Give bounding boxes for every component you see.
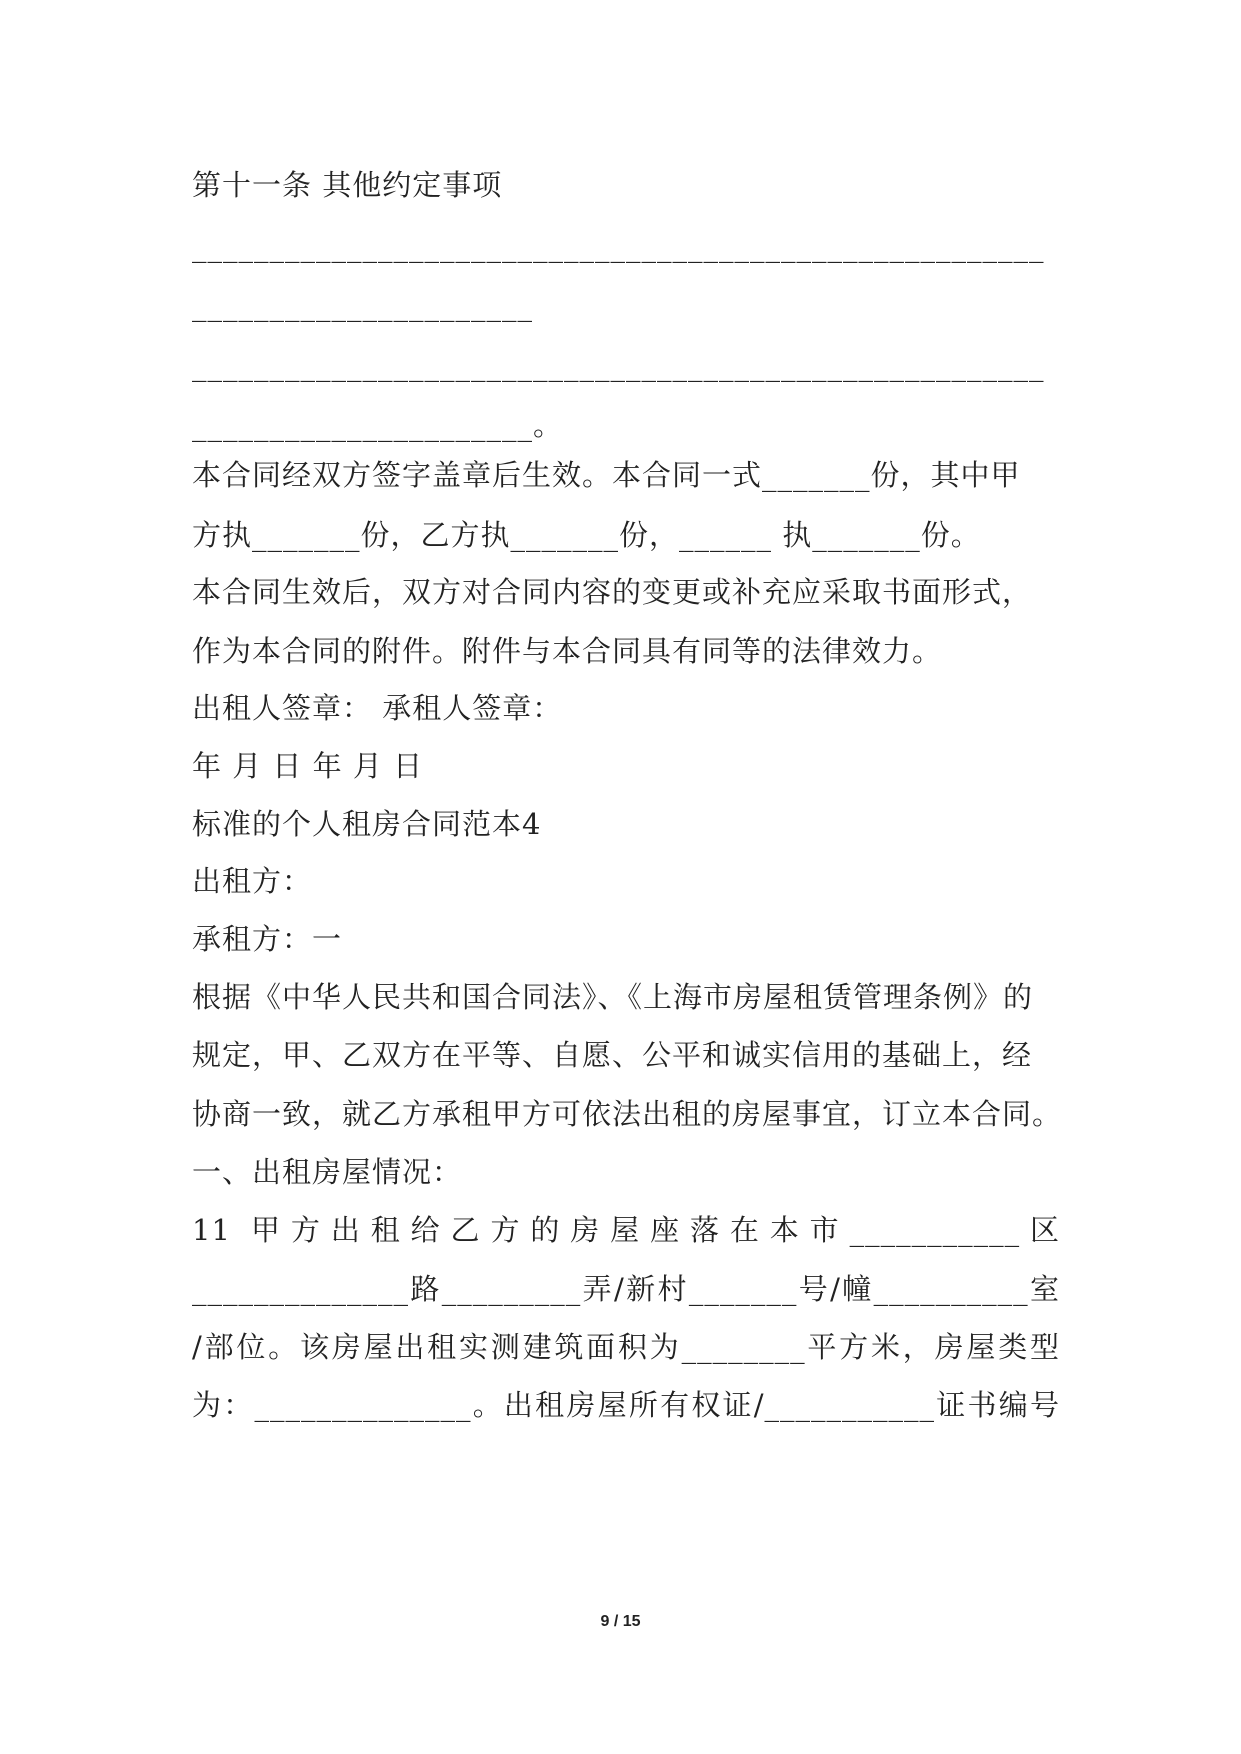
property-clause-line-4: 为：______________。出租房屋所有权证/___________证书编号	[192, 1388, 1060, 1422]
property-clause-line-1: 11 甲方出租给乙方的房屋座落在本市___________区	[192, 1213, 1060, 1247]
page-number: 9 / 15	[600, 1613, 641, 1630]
blank-line-2: ______________________	[192, 288, 533, 322]
date-line: 年 月 日 年 月 日	[192, 749, 424, 783]
amendment-clause-line-2: 作为本合同的附件。附件与本合同具有同等的法律效力。	[192, 634, 943, 668]
property-clause-line-3: /部位。该房屋出租实测建筑面积为________平方米，房屋类型	[192, 1330, 1060, 1364]
preamble-line-2: 规定，甲、乙双方在平等、自愿、公平和诚实信用的基础上，经	[192, 1038, 1033, 1072]
signature-line: 出租人签章： 承租人签章：	[192, 691, 563, 725]
preamble-line-1: 根据《中华人民共和国合同法》、《上海市房屋租赁管理条例》的	[192, 980, 1034, 1014]
amendment-clause-line-1: 本合同生效后，双方对合同内容的变更或补充应采取书面形式，	[192, 575, 1033, 609]
article-11-heading: 第十一条 其他约定事项	[192, 168, 503, 202]
property-clause-line-2: ______________路_________弄/新村_______号/幢__________室	[192, 1272, 1060, 1306]
effective-clause-line-2: 方执_______份，乙方执_______份，______ 执_______份。	[192, 518, 981, 552]
blank-line-1: _______________________________________________________	[192, 229, 1045, 263]
blank-line-4: ______________________。	[192, 408, 564, 442]
chapter-1-heading: 一、出租房屋情况：	[192, 1155, 463, 1189]
effective-clause-line-1: 本合同经双方签字盖章后生效。本合同一式_______份，其中甲	[192, 458, 1021, 492]
section-title: 标准的个人租房合同范本4	[192, 807, 542, 841]
lessor-line: 出租方：	[192, 864, 313, 898]
blank-line-3: _______________________________________________________	[192, 348, 1045, 382]
preamble-line-3: 协商一致，就乙方承租甲方可依法出租的房屋事宜，订立本合同。	[192, 1097, 1063, 1131]
lessee-line: 承租方：一	[192, 922, 343, 956]
